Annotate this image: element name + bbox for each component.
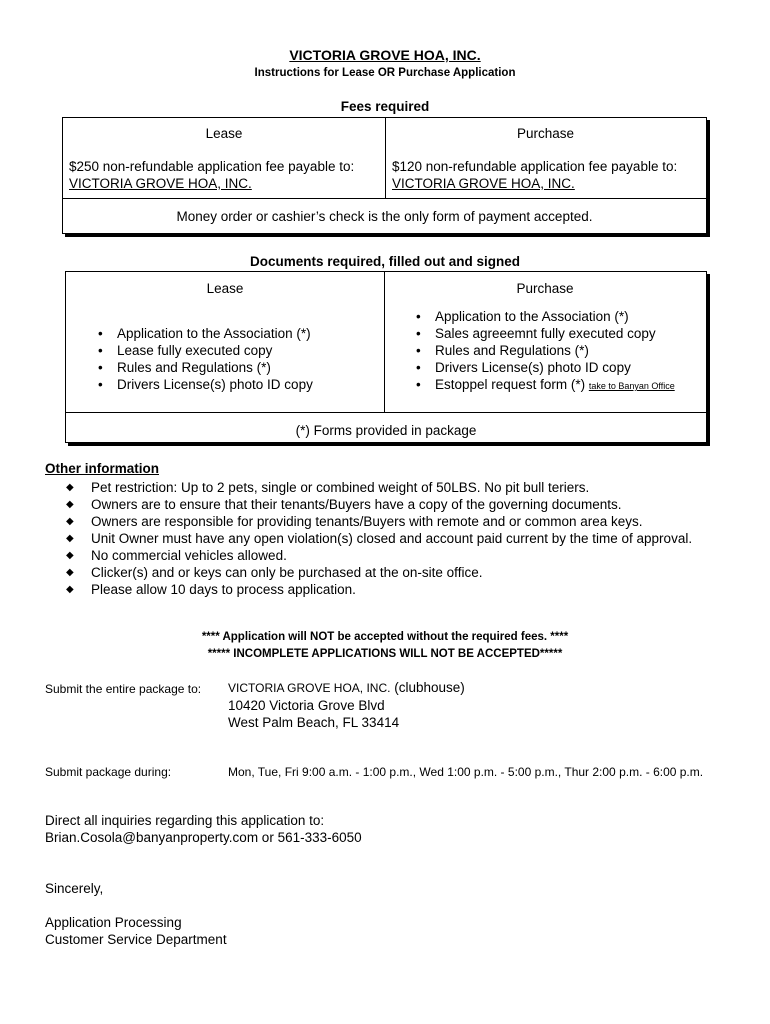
purchase-documents-list xyxy=(409,308,675,395)
list-item: • Application to the Association (*) xyxy=(409,308,675,325)
address-city: West Palm Beach, FL 33414 xyxy=(228,715,400,730)
list-item: • Rules and Regulations (*) xyxy=(409,342,675,359)
list-item: • Rules and Regulations (*) xyxy=(91,359,313,376)
documents-row-divider xyxy=(66,412,706,413)
lease-documents-list xyxy=(91,325,313,393)
document-subtitle: Instructions for Lease OR Purchase Application xyxy=(254,67,516,79)
document-title: VICTORIA GROVE HOA, INC. xyxy=(289,47,481,63)
list-item: • Lease fully executed copy xyxy=(91,342,313,359)
list-item: ◆ Clicker(s) and or keys can only be purchased at the on-site office. xyxy=(66,564,692,581)
signature-line-1: Application Processing xyxy=(45,915,182,930)
list-item: ◆ Unit Owner must have any open violation(s) closed and account paid current by the time of approval. xyxy=(66,530,692,547)
documents-lease-title: Lease xyxy=(206,281,244,296)
payment-note: Money order or cashier’s check is the only form of payment accepted. xyxy=(176,209,593,224)
address-street: 10420 Victoria Grove Blvd xyxy=(228,698,385,713)
documents-heading: Documents required, filled out and signed xyxy=(249,254,521,269)
list-item: • Application to the Association (*) xyxy=(91,325,313,342)
documents-table xyxy=(65,271,707,443)
lease-payee: VICTORIA GROVE HOA, INC. xyxy=(69,176,252,191)
fees-lease-title: Lease xyxy=(205,126,243,141)
list-item: • Sales agreeemnt fully executed copy xyxy=(409,325,675,342)
fees-row-divider xyxy=(63,198,706,199)
forms-provided-note: (*) Forms provided in package xyxy=(295,423,477,438)
list-item: ◆ Owners are responsible for providing tenants/Buyers with remote and or common area keys. xyxy=(66,513,692,530)
submit-hours: Mon, Tue, Fri 9:00 a.m. - 1:00 p.m., Wed 1:00 p.m. - 5:00 p.m., Thur 2:00 p.m. - 6:00 p.m. xyxy=(228,765,704,779)
lease-fee-text: $250 non-refundable application fee payable to: xyxy=(69,159,355,174)
submit-address xyxy=(228,679,465,731)
incomplete-warning: ***** INCOMPLETE APPLICATIONS WILL NOT BE ACCEPTED***** xyxy=(207,648,563,660)
lease-fee-block xyxy=(69,158,354,192)
fees-purchase-title: Purchase xyxy=(516,126,575,141)
list-item: ◆ Owners are to ensure that their tenants/Buyers have a copy of the governing documents. xyxy=(66,496,692,513)
submit-package-label: Submit the entire package to: xyxy=(45,682,202,696)
purchase-fee-text: $120 non-refundable application fee payable to: xyxy=(392,159,678,174)
sincerely-text: Sincerely, xyxy=(45,881,104,896)
fees-heading: Fees required xyxy=(340,99,430,114)
list-item xyxy=(409,376,675,395)
address-place: (clubhouse) xyxy=(394,680,465,695)
fees-warning: **** Application will NOT be accepted without the required fees. **** xyxy=(201,631,569,643)
signature-line-2: Customer Service Department xyxy=(45,932,227,947)
documents-purchase-title: Purchase xyxy=(516,281,574,296)
list-item: • Drivers License(s) photo ID copy xyxy=(91,376,313,393)
list-item: ◆ No commercial vehicles allowed. xyxy=(66,547,692,564)
list-item: ◆ Please allow 10 days to process application. xyxy=(66,581,692,598)
purchase-fee-block xyxy=(392,158,677,192)
fees-table xyxy=(62,117,707,234)
other-information-heading: Other information xyxy=(45,461,159,476)
estoppel-office-note: take to Banyan Office xyxy=(588,381,675,391)
other-information-list xyxy=(66,479,692,598)
address-name: VICTORIA GROVE HOA, INC. xyxy=(228,681,391,695)
list-item: ◆ Pet restriction: Up to 2 pets, single or combined weight of 50LBS. No pit bull teriers. xyxy=(66,479,692,496)
list-item: • Drivers License(s) photo ID copy xyxy=(409,359,675,376)
inquiries-text: Direct all inquiries regarding this application to: xyxy=(45,813,325,828)
purchase-payee: VICTORIA GROVE HOA, INC. xyxy=(392,176,575,191)
submit-during-label: Submit package during: xyxy=(45,765,172,779)
estoppel-item-label: Estoppel request form (*) xyxy=(435,377,586,392)
contact-info: Brian.Cosola@banyanproperty.com or 561-333-6050 xyxy=(45,830,362,845)
